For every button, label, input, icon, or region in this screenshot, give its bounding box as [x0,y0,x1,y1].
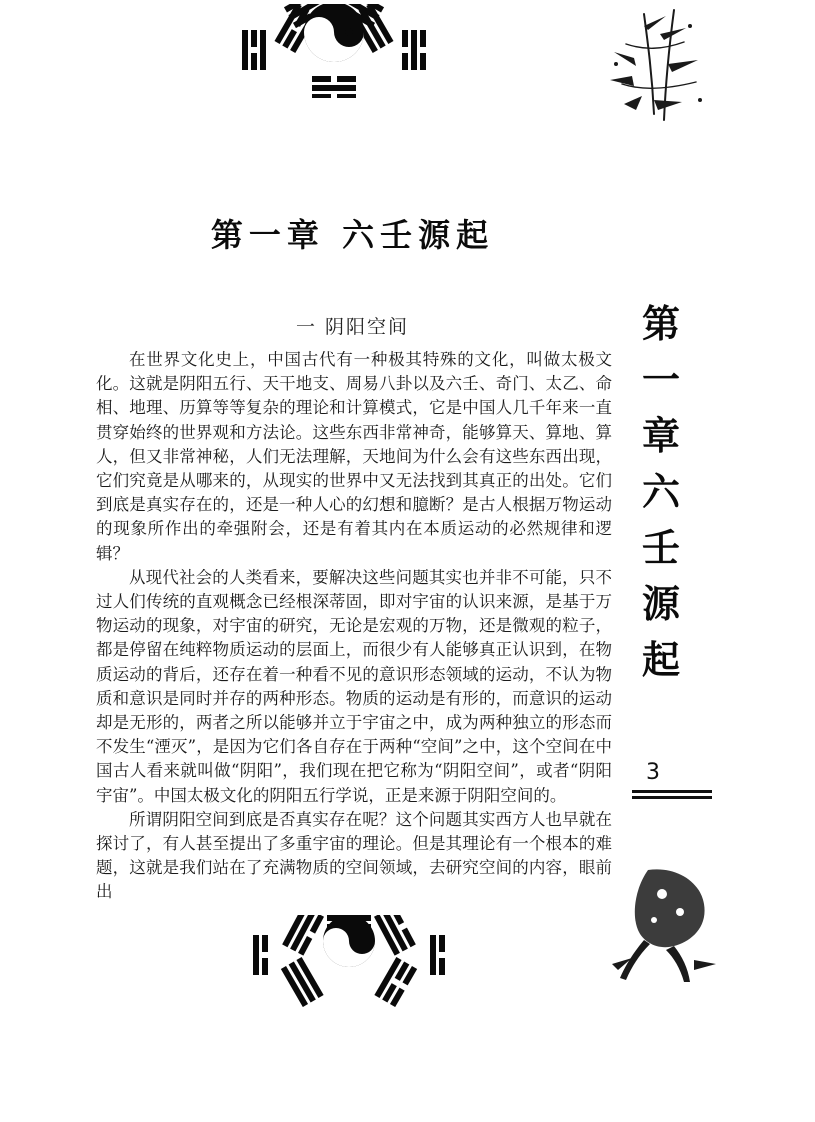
page-number-rule [632,788,712,802]
side-title-char: 章 [641,413,680,458]
side-title-char: 一 [641,357,680,402]
side-title-char: 六 [641,469,680,514]
ink-bamboo-illustration [604,4,714,124]
body-text [96,348,612,905]
page-number: 3 [646,760,660,785]
side-title-char: 壬 [641,525,680,570]
chapter-title: 第一章 六壬源起 [210,216,495,254]
side-chapter-title [638,296,684,688]
ink-brush-illustration [604,860,724,990]
bagua-taiji-icon [238,4,430,98]
bagua-taiji-icon [252,915,446,1007]
paragraph: 从现代社会的人类看来，要解决这些问题其实也并非不可能，只不过人们传统的直观概念已经根深蒂固，即对宇宙的认识来源，是基于万物运动的现象，对宇宙的研究，无论是宏观的万物，还是微观的粒子，都是停留在纯粹物质运动的层面上，而很少有人能够真正认识到，在物质运动的背后，还存在着一种看不见的意识形态领域的运动，不认为物质和意识是同时并存的两种形态。物质的运动是有形的，而意识的运动却是无形的，两者之所以能够并立于宇宙之中，成为两种独立的形态而不发生“湮灭”，是因为它们各自存在于两种“空间”之中，这个空间在中国古人看来就叫做“阴阳”，我们现在把它称为“阴阳空间”，或者“阴阳宇宙”。中国太极文化的阴阳五行学说，正是来源于阴阳空间的。 [96,567,612,805]
section-title: 一 阴阳空间 [295,316,410,338]
paragraph: 所谓阴阳空间到底是否真实存在呢？这个问题其实西方人也早就在探讨了，有人甚至提出了多重宇宙的理论。但是其理论有一个根本的难题，这就是我们站在了充满物质的空间领域，去研究空间的内容，眼前出 [96,809,612,902]
side-title-char: 起 [641,637,680,682]
side-title-char: 第 [641,301,680,346]
side-title-char: 源 [641,581,680,626]
paragraph: 在世界文化史上，中国古代有一种极其特殊的文化，叫做太极文化。这就是阴阳五行、天干地支、周易八卦以及六壬、奇门、太乙、命相、地理、历算等等复杂的理论和计算模式，它是中国人几千年来一直贯穿始终的世界观和方法论。这些东西非常神奇，能够算天、算地、算人，但又非常神秘，人们无法理解，天地间为什么会有这些东西出现，它们究竟是从哪来的，从现实的世界中又无法找到其真正的出处。它们到底是真实存在的，还是一种人心的幻想和臆断？是古人根据万物运动的现象所作出的牵强附会，还是有着其内在本质运动的必然规律和逻辑？ [96,350,612,563]
